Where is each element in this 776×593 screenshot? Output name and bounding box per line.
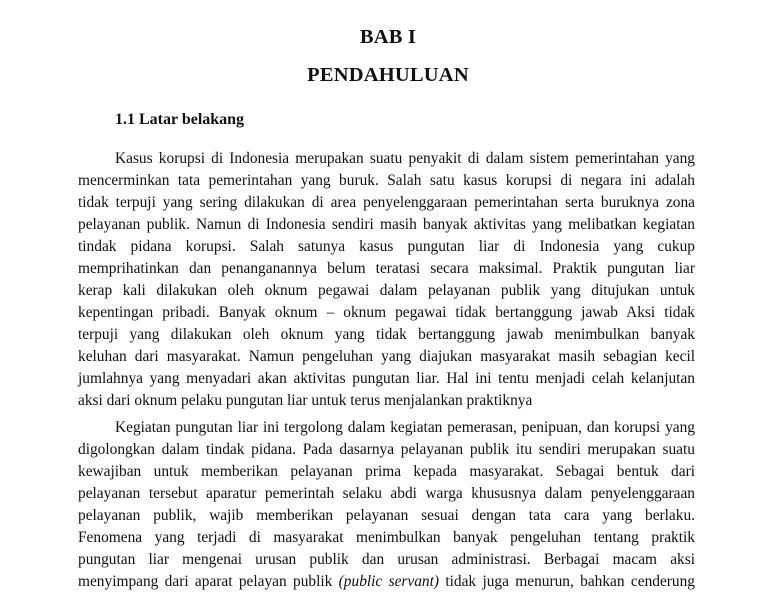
chapter-number: BAB I bbox=[359, 26, 417, 48]
paragraph-line: Fenomena yang terjadi di masyarakat menimbulkan banyak pengeluhan tentang praktik bbox=[78, 529, 695, 546]
paragraph-line: pelayanan publik, wajib memberikan pelayanan sesuai dengan tata cara yang berlaku. bbox=[78, 507, 695, 524]
paragraph-line: tidak terpuji yang sering dilakukan di area penyelenggaraan pemerintahan serta buruknya zona bbox=[78, 194, 695, 211]
paragraph-line: tindak pidana korupsi. Salah satunya kasus pungutan liar di Indonesia yang cukup bbox=[78, 238, 695, 255]
paragraph-line: kerap kali dilakukan oleh oknum pegawai dalam pelayanan publik yang ditujukan untuk bbox=[78, 282, 695, 299]
paragraph-line: digolongkan dalam tindak pidana. Pada dasarnya pelayanan publik itu sendiri merupakan suatu bbox=[78, 441, 695, 458]
paragraph-line: memprihatinkan dan penanganannya belum teratasi secara maksimal. Praktik pungutan liar bbox=[78, 260, 695, 277]
text-run: menyimpang dari aparat pelayan publik bbox=[78, 573, 339, 590]
paragraph-line: Kasus korupsi di Indonesia merupakan suatu penyakit di dalam sistem pemerintahan yang bbox=[115, 150, 695, 167]
chapter-title: PENDAHULUAN bbox=[307, 64, 469, 86]
paragraph-line: aksi dari oknum pelaku pungutan liar untuk terus menjalankan praktiknya bbox=[78, 392, 533, 409]
paragraph-line: pelayanan publik. Namun di Indonesia sendiri masih banyak aktivitas yang melibatkan kegiatan bbox=[78, 216, 695, 233]
paragraph-line: kepentingan pribadi. Banyak oknum – oknum pegawai tidak bertanggung jawab Aksi tidak bbox=[78, 304, 695, 321]
italic-term: (public servant) bbox=[338, 573, 440, 590]
paragraph-line: keluhan dari masyarakat. Namun pengeluhan yang diajukan masyarakat masih sebagian kecil bbox=[78, 348, 695, 365]
paragraph-line: pungutan liar mengenai urusan publik dan urusan administrasi. Berbagai macam aksi bbox=[78, 551, 695, 568]
paragraph-line: pelayanan tersebut aparatur pemerintah selaku abdi warga khususnya dalam penyelenggaraan bbox=[78, 485, 695, 502]
paragraph-line: kewajiban untuk memberikan pelayanan prima kepada masyarakat. Sebagai bentuk dari bbox=[78, 463, 695, 480]
text-run: tidak juga menurun, bahkan cenderung bbox=[439, 573, 696, 590]
paragraph-line: Kegiatan pungutan liar ini tergolong dalam kegiatan pemerasan, penipuan, dan korupsi yang bbox=[115, 419, 695, 436]
paragraph-line: jumlahnya yang menyadari akan aktivitas pungutan liar. Hal ini tentu menjadi celah kelanjutan bbox=[78, 370, 695, 387]
paragraph-line: terpuji yang dilakukan oleh oknum yang tidak bertanggung jawab menimbulkan banyak bbox=[78, 326, 695, 343]
section-heading: 1.1 Latar belakang bbox=[115, 111, 245, 128]
paragraph-line: mencerminkan tata pemerintahan yang buruk. Salah satu kasus korupsi di negara ini adalah bbox=[78, 172, 695, 189]
paragraph-line-mixed bbox=[78, 571, 695, 593]
